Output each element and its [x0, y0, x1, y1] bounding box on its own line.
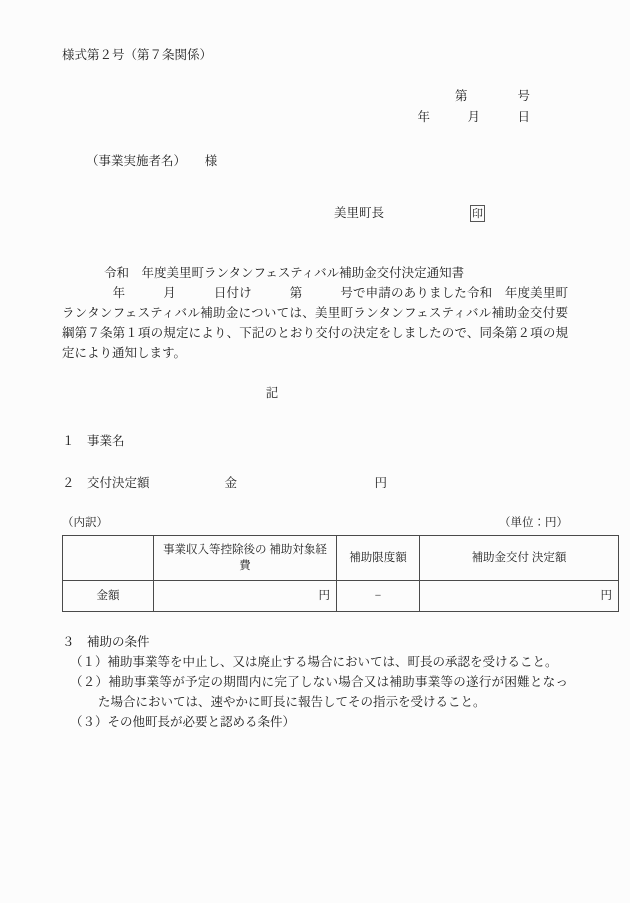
cell-eligible-cost: 円 [154, 581, 337, 612]
document-number-block [62, 86, 568, 128]
issuer-row [62, 203, 568, 223]
section-conditions-heading: ３ 補助の条件 [62, 635, 150, 649]
document-title: 令和 年度美里町ランタンフェスティバル補助金交付決定通知書 [104, 266, 465, 280]
addressee-line: （事業実施者名） 様 [86, 154, 218, 168]
table-caption-breakdown: （内訳） [62, 517, 108, 529]
document-number-line: 第 号 [454, 89, 530, 103]
header-eligible-cost: 事業収入等控除後の 補助対象経費 [154, 536, 337, 581]
table-header-row [63, 536, 619, 581]
form-number: 様式第２号（第７条関係） [62, 48, 213, 62]
condition-item-2: （２）補助事業等が予定の期間内に完了しない場合又は補助事業等の遂行が困難となった場合においては、速やかに町長に報告してその指示を受けること。 [70, 675, 568, 709]
ki-marker: 記 [265, 386, 279, 400]
cell-row-label: 金額 [63, 581, 154, 612]
condition-item-1: （１）補助事業等を中止し、又は廃止する場合においては、町長の承認を受けること。 [70, 655, 558, 669]
cell-grant-decision: 円 [420, 581, 619, 612]
table-captions [62, 515, 568, 532]
cell-subsidy-limit: − [337, 581, 420, 612]
breakdown-table-block [62, 515, 612, 612]
breakdown-table [62, 535, 619, 612]
condition-item-3: （３）その他町長が必要と認める条件） [70, 715, 296, 729]
seal-icon: 印 [470, 205, 485, 222]
header-subsidy-limit: 補助限度額 [337, 536, 420, 581]
section-grant-amount: ２ 交付決定額 金 円 [62, 476, 388, 490]
header-grant-decision: 補助金交付 決定額 [420, 536, 619, 581]
header-blank [63, 536, 154, 581]
issuer-title: 美里町長 [334, 206, 385, 220]
table-row [63, 581, 619, 612]
section-business-name: １ 事業名 [62, 434, 125, 448]
document-date-line: 年 月 日 [417, 110, 530, 124]
body-paragraph: 年 月 日付け 第 号で申請のありました令和 年度美里町ランタンフェスティバル補助金については、美里町ランタンフェスティバル補助金交付要綱第７条第１項の規定により、下記のとおり交付の決定をしましたので、同条第２項の規定により通知します。 [62, 286, 568, 360]
table-caption-unit: （単位：円） [499, 517, 568, 529]
